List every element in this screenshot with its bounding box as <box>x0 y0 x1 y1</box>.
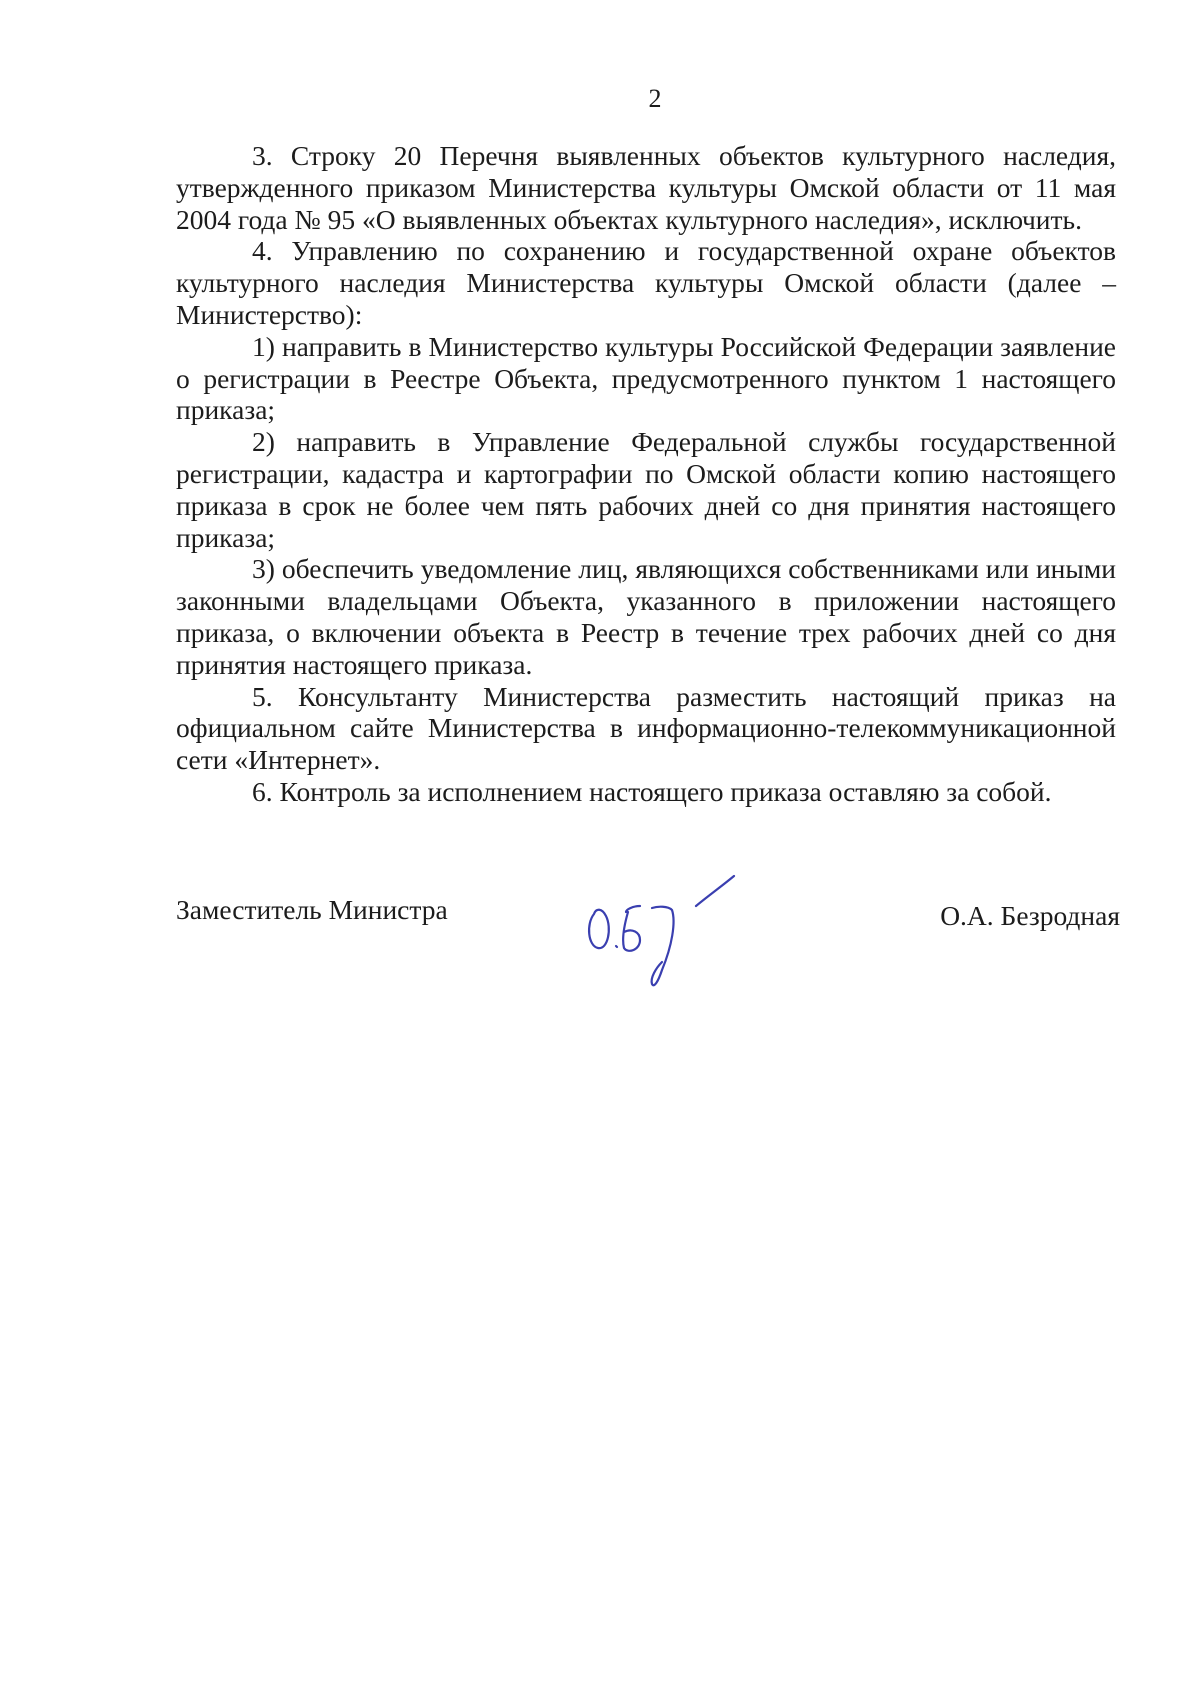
paragraph-subitem-1: 1) направить в Министерство культуры Российской Федерации заявление о регистрации в Реестре Объекта, предусмотренного пунктом 1 настоящего приказа; <box>176 330 1116 426</box>
handwritten-signature <box>576 866 776 996</box>
paragraph-item-4: 4. Управлению по сохранению и государственной охране объектов культурного наследия Министерства культуры Омской области (далее – Министерство): <box>176 235 1116 330</box>
paragraph-item-6: 6. Контроль за исполнением настоящего приказа оставляю за собой. <box>252 775 1052 807</box>
paragraph-subitem-2: 2) направить в Управление Федеральной службы государственной регистрации, кадастра и картографии по Омской области копию настоящего приказа в срок не более чем пять рабочих дней со дня принятия настоящего приказа; <box>176 426 1116 553</box>
document-body <box>176 140 1116 808</box>
paragraph-subitem-3: 3) обеспечить уведомление лиц, являющихся собственниками или иными законными владельцами Объекта, указанного в приложении настоящего приказа, о включении объекта в Реестр в течение трех рабочих дней со дня принятия настоящего приказа. <box>176 553 1116 680</box>
page-number: 2 <box>648 84 662 113</box>
signatory-name: О.А. Безродная <box>940 900 1120 931</box>
signature-block <box>176 880 1120 990</box>
paragraph-item-5: 5. Консультанту Министерства разместить настоящий приказ на официальном сайте Министерства в информационно-телекоммуникационной сети «Интернет». <box>176 680 1116 776</box>
signatory-title: Заместитель Министра <box>176 894 448 925</box>
paragraph-item-3: 3. Строку 20 Перечня выявленных объектов культурного наследия, утвержденного приказом Министерства культуры Омской области от 11 мая 2004 года № 95 «О выявленных объектах культурного наследия», исключить. <box>176 140 1116 235</box>
